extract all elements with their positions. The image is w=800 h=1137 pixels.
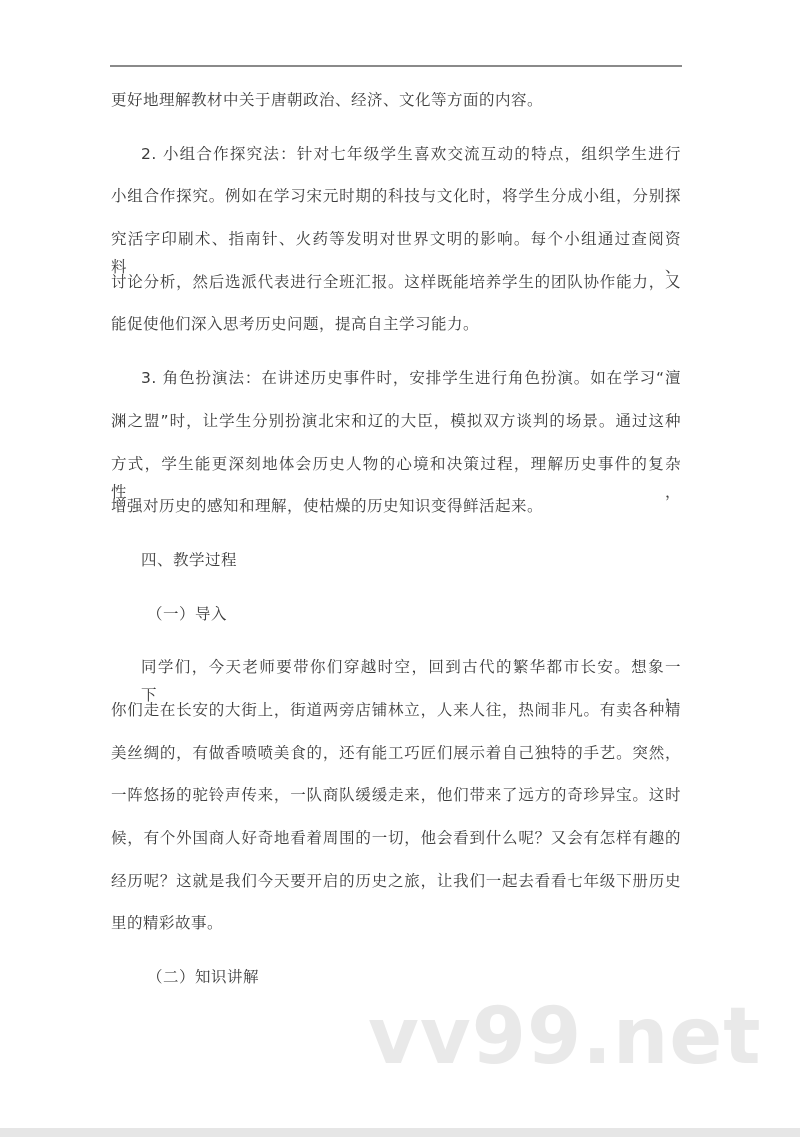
subheading-text: （二）知识讲解 (147, 968, 260, 987)
text-line: 里的精彩故事。 (111, 914, 224, 933)
text-line: 2. 小组合作探究法：针对七年级学生喜欢交流互动的特点，组织学生进行 (141, 144, 681, 163)
text-line: 一阵悠扬的驼铃声传来，一队商队缓缓走来，他们带来了远方的奇珍异宝。这时 (111, 786, 681, 805)
text-line: 你们走在长安的大街上，街道两旁店铺林立，人来人往，热闹非凡。有卖各种精 (111, 700, 681, 719)
heading-text: 四、教学过程 (141, 550, 238, 569)
text-line: 更好地理解教材中关于唐朝政治、经济、文化等方面的内容。 (111, 91, 544, 109)
paragraph (111, 653, 681, 952)
text-line: 增强对历史的感知和理解，使枯燥的历史知识变得鲜活起来。 (111, 497, 544, 516)
subheading (111, 600, 681, 643)
paragraph (111, 86, 681, 129)
page-bottom-edge (0, 1128, 800, 1137)
text-line: 经历呢？这就是我们今天要开启的历史之旅，让我们一起去看看七年级下册历史 (111, 871, 681, 890)
text-line: 3. 角色扮演法：在讲述历史事件时，安排学生进行角色扮演。如在学习“澶 (141, 369, 681, 388)
text-line: 美丝绸的，有做香喷喷美食的，还有能工巧匠们展示着自己独特的手艺。突然， (111, 743, 681, 762)
text-line: 候，有个外国商人好奇地看着周围的一切，他会看到什么呢？又会有怎样有趣的 (111, 829, 681, 847)
document-body (111, 86, 681, 1006)
heading (111, 546, 681, 589)
text-line: 讨论分析，然后选派代表进行全班汇报。这样既能培养学生的团队协作能力，又 (111, 272, 681, 291)
paragraph (111, 140, 681, 353)
text-line: 小组合作探究。例如在学习宋元时期的科技与文化时，将学生分成小组，分别探 (111, 187, 681, 206)
text-line: 同学们，今天老师要带你们穿越时空，回到古代的繁华都市长安。想象一下， (141, 658, 681, 705)
text-line: 能促使他们深入思考历史问题，提高自主学习能力。 (111, 315, 480, 334)
watermark: vv99.net (368, 992, 762, 1082)
text-line: 渊之盟”时，让学生分别扮演北宋和辽的大臣，模拟双方谈判的场景。通过这种 (111, 411, 681, 430)
paragraph (111, 364, 681, 535)
subheading-text: （一）导入 (147, 604, 228, 623)
text-line: 方式，学生能更深刻地体会历史人物的心境和决策过程，理解历史事件的复杂性， (111, 454, 681, 501)
text-line: 究活字印刷术、指南针、火药等发明对世界文明的影响。每个小组通过查阅资料、 (111, 230, 681, 277)
header-rule (110, 65, 682, 67)
